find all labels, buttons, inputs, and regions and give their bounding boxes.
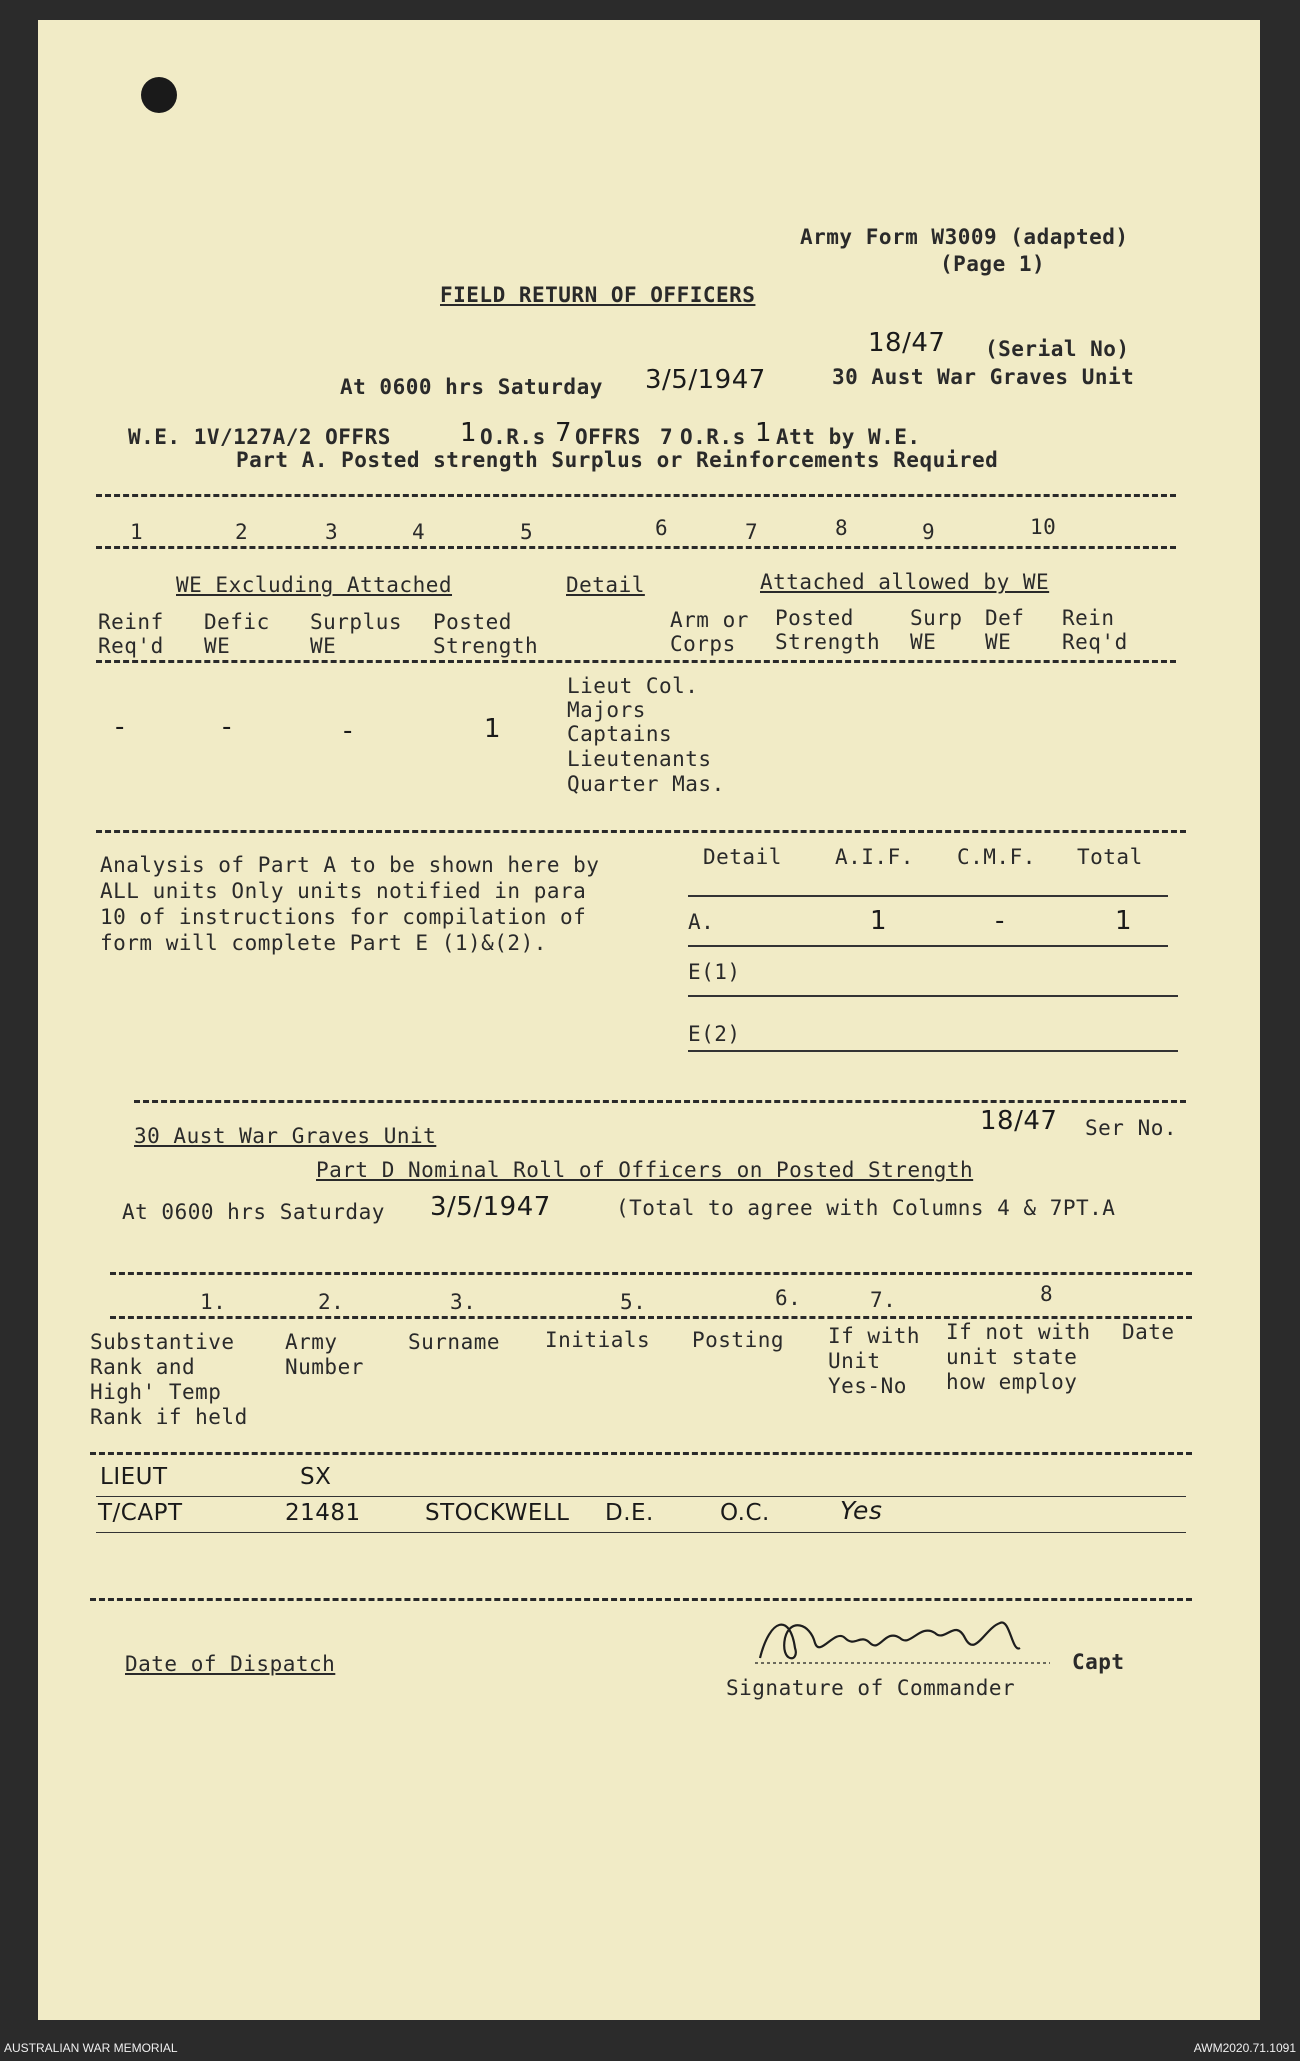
officer-with-unit: Yes xyxy=(840,1496,883,1525)
divider xyxy=(96,660,1176,663)
punch-hole xyxy=(141,77,177,113)
part-a-col-number: 2 xyxy=(235,520,249,544)
rank-quarter-mas: Quarter Mas. xyxy=(567,772,725,796)
divider xyxy=(110,1272,1192,1275)
officer-rank-lieut: LIEUT xyxy=(100,1464,168,1490)
part-d-col-number: 8 xyxy=(1040,1282,1054,1306)
part-a-col-number: 8 xyxy=(835,516,849,540)
we-mid-3: O.R.s xyxy=(680,425,746,449)
col-surplus: Surplus WE xyxy=(310,610,403,658)
col-posted-strength-2: Posted Strength xyxy=(775,606,881,654)
analysis-row-aif: 1 xyxy=(870,906,888,936)
officer-rank-tcapt: T/CAPT xyxy=(98,1500,183,1526)
col-surname: Surname xyxy=(408,1330,501,1354)
date-of-dispatch-label: Date of Dispatch xyxy=(125,1652,336,1676)
archive-reference: AWM2020.71.1091 xyxy=(1193,2041,1296,2055)
analysis-row-label: E(2) xyxy=(688,1022,741,1046)
return-date: 3/5/1947 xyxy=(645,365,766,395)
part-a-col-number: 5 xyxy=(520,520,534,544)
part-d-serial: 18/47 xyxy=(980,1106,1058,1136)
col-date: Date xyxy=(1122,1320,1175,1344)
part-d-col-number: 2. xyxy=(318,1290,345,1314)
we-value-2: 7 xyxy=(555,418,573,448)
part-a-col-number: 7 xyxy=(745,520,759,544)
analysis-row-label: A. xyxy=(688,910,715,934)
part-d-title: Part D Nominal Roll of Officers on Posted Strength xyxy=(316,1158,974,1182)
officer-posting: O.C. xyxy=(720,1500,770,1526)
part-a-col-number: 3 xyxy=(325,520,339,544)
analysis-row-total: 1 xyxy=(1115,906,1133,936)
part-d-col-number: 3. xyxy=(450,1290,477,1314)
page-number: (Page 1) xyxy=(940,252,1046,276)
entry-surplus: - xyxy=(343,716,353,746)
row-line xyxy=(96,1496,1186,1497)
part-d-at-time: At 0600 hrs Saturday xyxy=(122,1200,385,1224)
analysis-header-total: Total xyxy=(1077,845,1143,869)
analysis-line xyxy=(688,995,1178,997)
group-attached: Attached allowed by WE xyxy=(760,570,1050,594)
unit-name: 30 Aust War Graves Unit xyxy=(832,365,1135,389)
part-d-col-number: 6. xyxy=(775,1286,802,1310)
row-line xyxy=(96,1532,1186,1533)
serial-label: (Serial No) xyxy=(985,337,1130,361)
divider xyxy=(90,1598,1192,1601)
officer-army-number: 21481 xyxy=(285,1500,361,1526)
divider xyxy=(110,1316,1192,1319)
part-a-col-number: 1 xyxy=(130,520,144,544)
part-a-col-number: 10 xyxy=(1030,515,1057,539)
officer-initials: D.E. xyxy=(605,1500,654,1526)
rank-majors: Majors xyxy=(567,698,646,722)
we-line-prefix: W.E. 1V/127A/2 OFFRS xyxy=(128,425,391,449)
analysis-line xyxy=(688,945,1168,947)
analysis-instructions: Analysis of Part A to be shown here by ALL units Only units notified in para 10 of instructions for compilation of form will complete Part E (1)&(2). xyxy=(100,853,600,955)
analysis-row-cmf: - xyxy=(995,906,1005,936)
capt-suffix: Capt xyxy=(1072,1650,1125,1674)
entry-posted: 1 xyxy=(484,714,502,744)
we-mid-1: O.R.s xyxy=(480,425,546,449)
signature-of-commander-label: Signature of Commander xyxy=(726,1676,1016,1700)
col-surp-we: Surp WE xyxy=(910,606,963,654)
part-d-col-number: 1. xyxy=(200,1290,227,1314)
divider xyxy=(96,546,1176,549)
we-value-4: 1 xyxy=(755,418,773,448)
document-page xyxy=(38,20,1260,2020)
group-we-excluding: WE Excluding Attached xyxy=(176,573,453,597)
divider xyxy=(90,1452,1192,1455)
rank-lieut-col: Lieut Col. xyxy=(567,674,699,698)
col-defic: Defic WE xyxy=(204,610,270,658)
rank-lieutenants: Lieutenants xyxy=(567,747,712,771)
officer-surname: STOCKWELL xyxy=(425,1500,570,1526)
part-d-agree-note: (Total to agree with Columns 4 & 7PT.A xyxy=(616,1196,1116,1220)
col-reinf: Reinf Req'd xyxy=(98,610,164,658)
archive-name: AUSTRALIAN WAR MEMORIAL xyxy=(4,2041,178,2055)
analysis-line xyxy=(688,895,1168,897)
col-if-not-with-unit: If not with unit state how employ xyxy=(946,1320,1091,1394)
divider xyxy=(96,494,1176,497)
part-d-serial-label: Ser No. xyxy=(1085,1116,1178,1140)
col-substantive-rank: Substantive Rank and High' Temp Rank if held xyxy=(90,1330,248,1429)
part-a-title: Part A. Posted strength Surplus or Reinforcements Required xyxy=(236,448,999,472)
col-initials: Initials xyxy=(545,1328,651,1352)
col-posting: Posting xyxy=(692,1328,785,1352)
divider xyxy=(134,1100,1186,1103)
part-d-col-number: 5. xyxy=(620,1290,647,1314)
entry-reinf: - xyxy=(115,712,125,742)
analysis-header-cmf: C.M.F. xyxy=(957,845,1036,869)
we-suffix: Att by W.E. xyxy=(776,425,921,449)
rank-captains: Captains xyxy=(567,722,673,746)
group-detail: Detail xyxy=(566,573,645,597)
col-arm-corps: Arm or Corps xyxy=(670,608,749,656)
form-id: Army Form W3009 (adapted) xyxy=(800,225,1129,249)
col-if-with-unit: If with Unit Yes-No xyxy=(828,1324,921,1398)
part-a-col-number: 6 xyxy=(655,516,669,540)
part-a-col-number: 4 xyxy=(412,520,426,544)
serial-number: 18/47 xyxy=(868,328,946,358)
divider xyxy=(96,830,1186,833)
part-d-unit: 30 Aust War Graves Unit xyxy=(134,1124,437,1148)
col-posted-strength: Posted Strength xyxy=(433,610,539,658)
analysis-header-detail: Detail xyxy=(703,845,782,869)
at-time: At 0600 hrs Saturday xyxy=(340,375,603,399)
col-rein-reqd: Rein Req'd xyxy=(1062,606,1128,654)
we-value-3: 7 xyxy=(660,425,674,449)
part-d-col-number: 7. xyxy=(870,1288,897,1312)
analysis-line xyxy=(688,1050,1178,1052)
part-d-date: 3/5/1947 xyxy=(430,1192,551,1222)
we-value-1: 1 xyxy=(460,418,478,448)
commander-signature-image xyxy=(750,1608,1070,1668)
analysis-row-label: E(1) xyxy=(688,960,741,984)
analysis-header-aif: A.I.F. xyxy=(835,845,914,869)
col-army-number: Army Number xyxy=(285,1330,364,1379)
entry-defic: - xyxy=(222,712,232,742)
officer-army-prefix: SX xyxy=(300,1464,332,1490)
part-a-col-number: 9 xyxy=(922,520,936,544)
we-mid-2: OFFRS xyxy=(575,425,641,449)
document-title: FIELD RETURN OF OFFICERS xyxy=(440,283,756,307)
col-def-we: Def WE xyxy=(985,606,1025,654)
